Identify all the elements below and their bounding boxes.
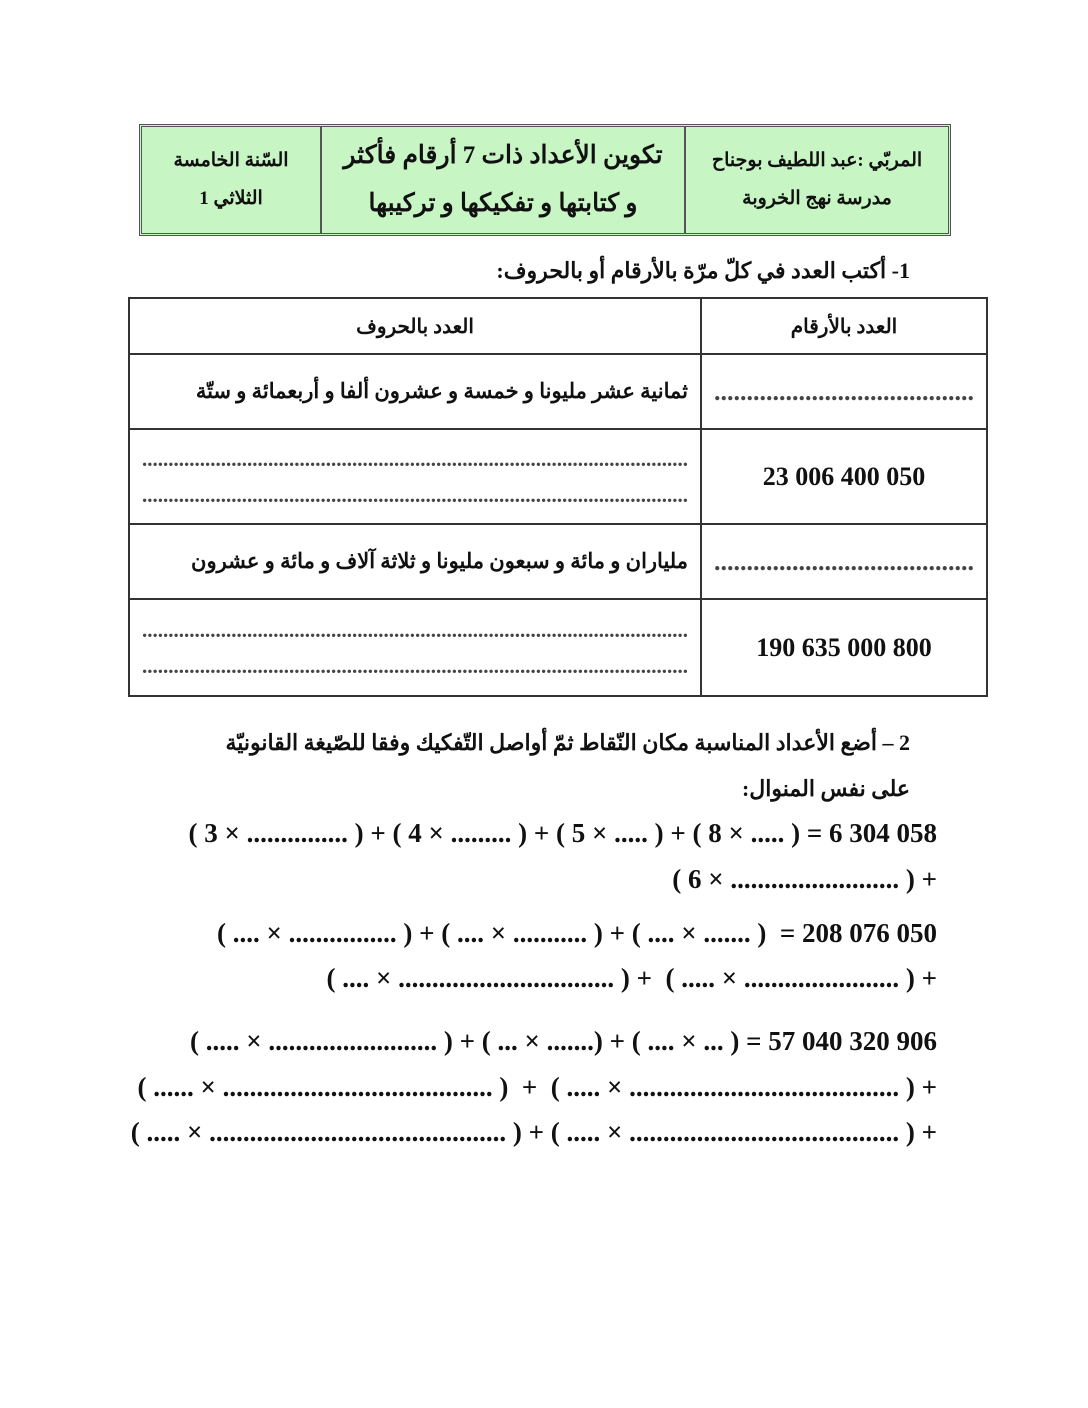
header-box xyxy=(139,124,951,236)
col-digits-header: العدد بالأرقام xyxy=(701,298,987,354)
exercise2-instruction-cont: على نفس المنوال: xyxy=(741,776,910,801)
table-row xyxy=(129,354,987,429)
exercise1-instruction: 1- أكتب العدد في كلّ مرّة بالأرقام أو بالحروف: xyxy=(496,258,910,283)
table-header-row xyxy=(129,298,987,354)
equation-line: ( .... × ................ ) + ( .... × ........... ) + ( .... × ....... ) = 208 076 050 xyxy=(216,918,937,948)
digits-blank[interactable]: ........................................ xyxy=(701,354,987,429)
equation-line: ( ...... × ........................................ ) + ( ..... × ........................................ ) + xyxy=(137,1072,937,1102)
title-line-1: تكوين الأعداد ذات 7 أرقام فأكثر xyxy=(343,142,663,169)
term: الثلاثي 1 xyxy=(199,188,263,209)
teacher-name: المربّي :عبد اللطيف بوجناح xyxy=(711,150,923,171)
table-row xyxy=(129,524,987,599)
col-words-header: العدد بالحروف xyxy=(129,298,701,354)
equation-line: ( ..... × ............................................ ) + ( ..... × ........................................ ) + xyxy=(130,1117,937,1147)
words-blank[interactable] xyxy=(129,429,701,524)
words-cell: ملياران و مائة و سبعون مليونا و ثلاثة آلاف و مائة و عشرون xyxy=(129,524,701,599)
words-cell: ثمانية عشر مليونا و خمسة و عشرون ألفا و أربعمائة و ستّة xyxy=(129,354,701,429)
words-blank[interactable] xyxy=(129,599,701,696)
table-row xyxy=(129,429,987,524)
words-blank-line[interactable]: ........................................................................................................ xyxy=(142,617,688,642)
header-grade xyxy=(142,127,320,233)
equation-line: ( ..... × ......................... ) + ( ... × .......) + ( .... × ... ) = 57 040 320 906 xyxy=(189,1026,937,1056)
digits-cell: 190 635 000 800 xyxy=(701,599,987,696)
title-line-2: و كتابتها و تفكيكها و تركيبها xyxy=(368,190,638,217)
equation-line: ( .... × ................................ ) + ( ..... × ....................... ) + xyxy=(326,963,937,993)
equation-line: ( 6 × ......................... ) + xyxy=(672,864,937,894)
header-title xyxy=(320,127,684,233)
table-row xyxy=(129,599,987,696)
numbers-table xyxy=(128,297,988,697)
header-teacher-school xyxy=(684,127,948,233)
words-blank-line[interactable]: ........................................................................................................ xyxy=(142,482,688,507)
equation-line: ( 3 × ............... ) + ( 4 × ......... ) + ( 5 × ..... ) + ( 8 × ..... ) = 6 304 058 xyxy=(188,818,937,848)
words-blank-line[interactable]: ........................................................................................................ xyxy=(142,446,688,471)
exercise2-instruction: 2 – أضع الأعداد المناسبة مكان النّقاط ثمّ أواصل التّفكيك وفقا للصّيغة القانونيّة xyxy=(225,730,910,755)
grade: السّنة الخامسة xyxy=(173,150,289,171)
digits-cell: 23 006 400 050 xyxy=(701,429,987,524)
digits-blank[interactable]: ........................................ xyxy=(701,524,987,599)
school-name: مدرسة نهج الخروبة xyxy=(742,188,892,209)
words-blank-line[interactable]: ........................................................................................................ xyxy=(142,653,688,678)
